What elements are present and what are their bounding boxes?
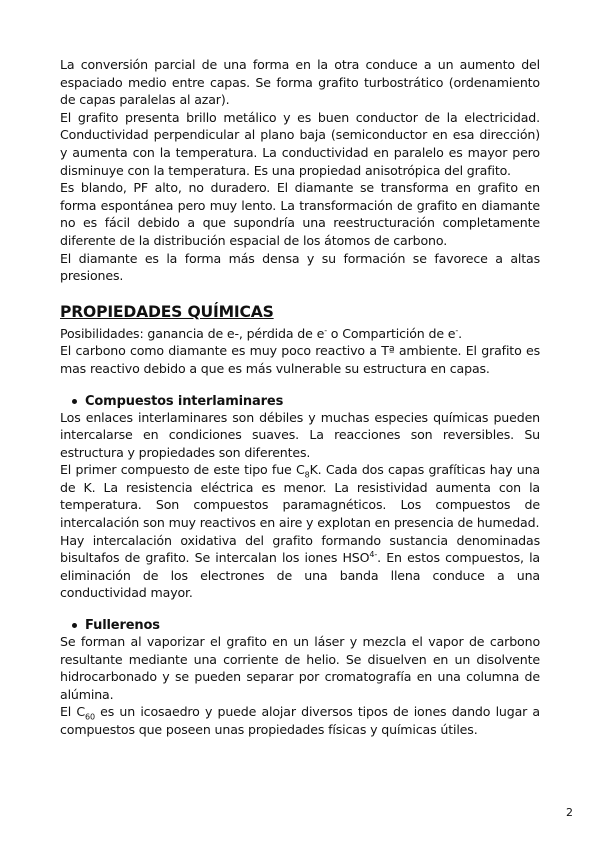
paragraph-fullerene-formation: Se forman al vaporizar el grafito en un láser y mezcla el vapor de carbono resultante mediante una corriente de helio. Se disuelven en un disolvente hidrocarbonado y se pueden separar por cromatografía en una columna de alúmina. bbox=[60, 634, 540, 702]
paragraph-first-compound: El primer compuesto de este tipo fue $C_8K$. Cada dos capas grafíticas hay una de K. La resistencia eléctrica es menor. La resistividad aumenta con la temperatura. Son compuestos paramagnéticos. Los compuestos de intercalación son muy reactivos en aire y explotan en presencia de humedad. bbox=[60, 462, 540, 531]
paragraph-density: El diamante es la forma más densa y su formación se favorece a altas presiones. bbox=[60, 250, 540, 284]
document-page bbox=[60, 56, 540, 739]
paragraph-transformation: Es blando, PF alto, no duradero. El diamante se transforma en grafito en forma espontánea pero muy lento. La transformación de grafito en diamante no es fácil debido a que supondría una reestructuración completamente diferente de la distribución espacial de los átomos de carbono. bbox=[60, 180, 540, 248]
bullet-dot-icon bbox=[72, 623, 77, 628]
page-number: 2 bbox=[566, 806, 573, 819]
paragraph-oxidative-intercalation: Hay intercalación oxidativa del grafito formando sustancia denominadas bisultafos de grafito. Se intercalan los iones $HSO^{4-}$. En estos compuestos, la eliminación de los electrones de una banda llena conduce a una conductividad mayor. bbox=[60, 532, 540, 601]
subheading-fullerenes: Fullerenos bbox=[60, 618, 540, 633]
section-title-chemical-properties: PROPIEDADES QUÍMICAS bbox=[60, 302, 274, 321]
paragraph-possibilities: Posibilidades: ganancia de e-, pérdida de e- o Compartición de e-. bbox=[60, 325, 462, 341]
bullet-dot-icon bbox=[72, 399, 77, 404]
paragraph-c60: El $C_{60}$ es un icosaedro y puede alojar diversos tipos de iones dando lugar a compuestos que poseen unas propiedades físicas y químicas útiles. bbox=[60, 704, 540, 737]
paragraph-turbostratic: La conversión parcial de una forma en la otra conduce a un aumento del espaciado medio entre capas. Se forma grafito turbostrático (ordenamiento de capas paralelas al azar). bbox=[60, 57, 540, 108]
paragraph-conductivity: El grafito presenta brillo metálico y es buen conductor de la electricidad. Conductividad perpendicular al plano baja (semiconductor en esa dirección) y aumenta con la temperatura. La conductividad en paralelo es mayor pero disminuye con la temperatura. Es una propiedad anisotrópica del grafito. bbox=[60, 109, 540, 178]
paragraph-reactivity: El carbono como diamante es muy poco reactivo a Tª ambiente. El grafito es mas reactivo debido a que es más vulnerable su estructura en capas. bbox=[60, 343, 540, 376]
paragraph-interlaminar-bonds: Los enlaces interlaminares son débiles y muchas especies químicas pueden intercalarse en condiciones suaves. La reacciones son reversibles. Su estructura y propiedades son diferentes. bbox=[60, 409, 540, 460]
subheading-interlaminar: Compuestos interlaminares bbox=[60, 394, 540, 409]
